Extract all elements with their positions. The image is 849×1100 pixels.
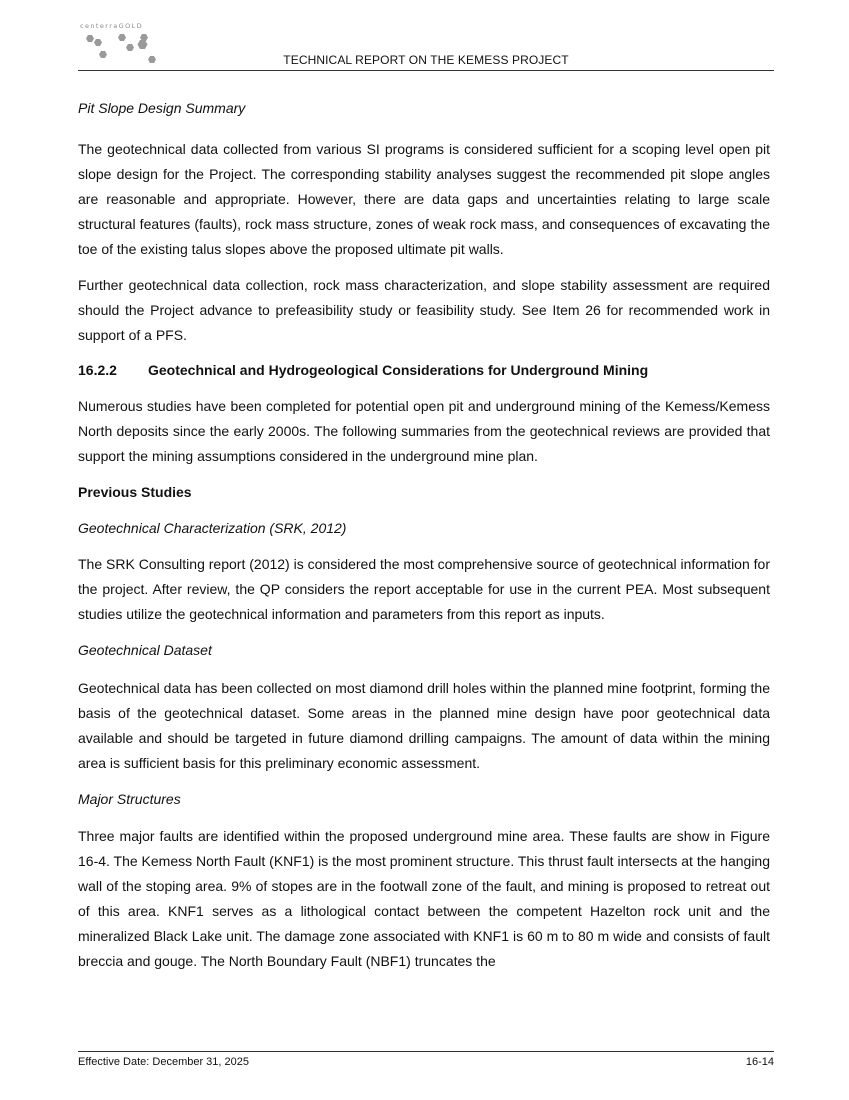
geotechnical-characterization-heading: Geotechnical Characterization (SRK, 2012) <box>78 520 347 536</box>
pit-slope-heading: Pit Slope Design Summary <box>78 100 246 116</box>
effective-date: Effective Date: December 31, 2025 <box>78 1056 250 1068</box>
section-number: 16.2.2 <box>78 362 117 378</box>
page-header <box>78 20 774 71</box>
section-heading <box>78 358 770 383</box>
report-title: TECHNICAL REPORT ON THE KEMESS PROJECT <box>283 53 569 67</box>
section-paragraph-1: Numerous studies have been completed for potential open pit and underground mining of the Kemess/Kemess North deposits since the early 2000s. The following summaries from the geotechnical reviews are provided that support the mining assumptions considered in the underground mine plan. <box>78 398 770 464</box>
previous-studies-heading: Previous Studies <box>78 484 192 500</box>
geotechnical-characterization-paragraph: The SRK Consulting report (2012) is considered the most comprehensive source of geotechnical information for the project. After review, the QP considers the report acceptable for use in the current PEA. Most subsequent studies utilize the geotechnical information and parameters from this report as inputs. <box>78 556 770 622</box>
major-structures-paragraph: Three major faults are identified within the proposed underground mine area. These faults are show in Figure 16-4. The Kemess North Fault (KNF1) is the most prominent structure. This thrust fault intersects at the hanging wall of the stoping area. 9% of stopes are in the footwall zone of the fault, and mining is proposed to retreat out of this area. KNF1 serves as a lithological contact between the competent Hazelton rock unit and the mineralized Black Lake unit. The damage zone associated with KNF1 is 60 m to 80 m wide and consists of fault breccia and gouge. The North Boundary Fault (NBF1) truncates the <box>78 828 771 969</box>
geotechnical-dataset-paragraph: Geotechnical data has been collected on most diamond drill holes within the planned mine footprint, forming the basis of the geotechnical dataset. Some areas in the planned mine design have poor geotechnical data available and should be targeted in future diamond drilling campaigns. The amount of data within the mining area is sufficient basis for this preliminary economic assessment. <box>78 680 770 771</box>
pit-slope-paragraph-2: Further geotechnical data collection, rock mass characterization, and slope stability assessment are required should the Project advance to prefeasibility study or feasibility study. See Item 26 for recommended work in support of a PFS. <box>78 277 770 343</box>
geotechnical-dataset-heading: Geotechnical Dataset <box>78 642 212 658</box>
page-footer <box>78 1051 774 1072</box>
major-structures-heading: Major Structures <box>78 791 181 807</box>
page-content <box>78 96 770 974</box>
pit-slope-paragraph-1: The geotechnical data collected from various SI programs is considered sufficient for a scoping level open pit slope design for the Project. The corresponding stability analyses suggest the recommended pit slope angles are reasonable and appropriate. However, there are data gaps and uncertainties relating to large scale structural features (faults), rock mass structure, zones of weak rock mass, and consequences of excavating the toe of the existing talus slopes above the proposed ultimate pit walls. <box>78 141 770 257</box>
company-logo-text: centerraGOLD <box>80 22 144 30</box>
page-number: 16-14 <box>745 1056 774 1068</box>
section-title: Geotechnical and Hydrogeological Considerations for Underground Mining <box>148 362 649 378</box>
